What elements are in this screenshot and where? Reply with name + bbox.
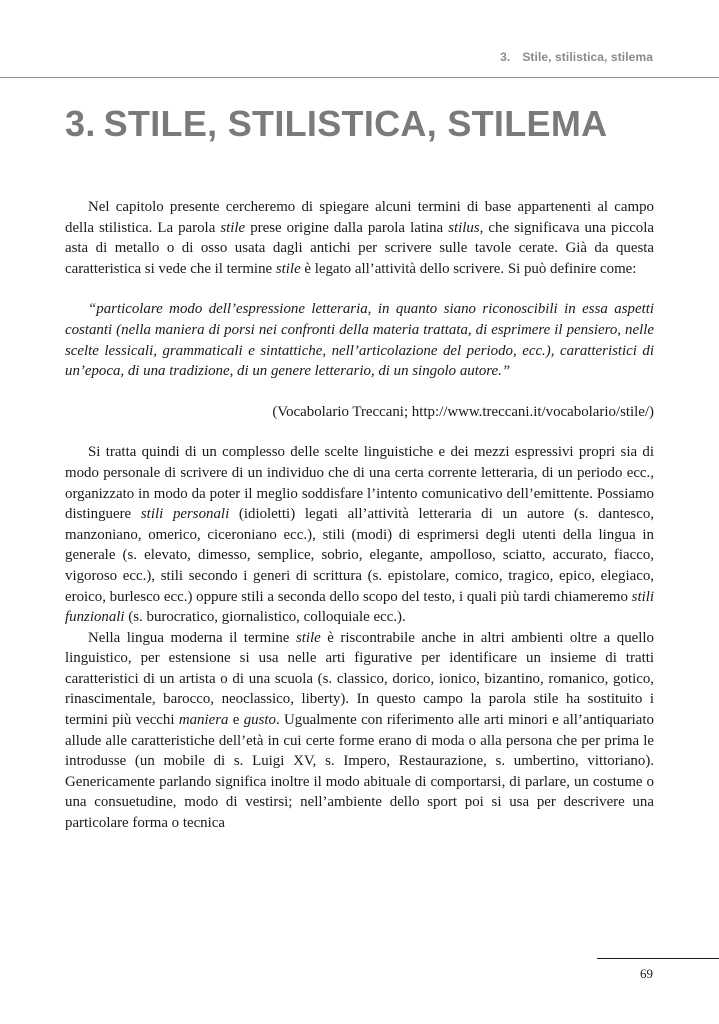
text-run: è riscontrabile anche in altri ambienti oltre a quello linguistico, per estensione si usa nelle arti figurative per identificare un insieme di tratti caratteristici di un artista o di una scuola (s. classico, dorico, ionico, bizantino, romanico, gotico, rinascimentale, barocco, neoclassico, liberty). In questo campo la parola stile ha sostituito i termini più vecchi xyxy=(65,629,654,729)
text-run: Si tratta quindi di un complesso delle scelte linguistiche e dei mezzi espressivi propri sia di modo personale di scrivere di un individuo che di una certa corrente letteraria, di un periodo ecc., organizzato in modo da poter il meglio soddisfare l’intento comunicativo dell’emittente. Possiamo distinguere xyxy=(65,444,654,523)
chapter-number: 3. xyxy=(65,103,96,144)
chapter-title-text: STILE, STILISTICA, STILEMA xyxy=(103,103,608,144)
text-run: (s. burocratico, giornalistico, colloquiale ecc.). xyxy=(124,609,406,626)
text-run: è legato all’attività dello scrivere. Si può definire come: xyxy=(300,260,637,277)
term-stile: stile xyxy=(220,219,246,236)
term-maniera: maniera xyxy=(178,712,229,729)
text-run: e xyxy=(228,712,244,729)
text-run: . Ugualmente con riferimento alle arti minori e all’antiquariato allude alle caratteristiche dell’età in cui certe forme erano di moda o alla persona che per prima le introdusse (un mobile di s. Luigi XV, s. Impero, Restaurazione, s. umbertino, vittoriano). Genericamente parlando significa inoltre il modo abituale di comportarsi, di parlare, un costume o una consuetudine, modo di vestirsi; nell’ambiente dello sport poi si usa per descrivere una particolare forma o tecnica xyxy=(65,712,654,832)
text-run: Nella lingua moderna il termine xyxy=(88,629,296,646)
paragraph-modern-usage xyxy=(65,628,654,834)
body-text xyxy=(65,197,654,834)
quote-citation: (Vocabolario Treccani; http://www.treccani.it/vocabolario/stile/) xyxy=(272,403,654,420)
header-divider xyxy=(0,77,719,78)
term-stili-personali: stili personali xyxy=(140,506,230,523)
chapter-title xyxy=(65,103,607,145)
text-run: , che significava una piccola asta di metallo o di osso usata dagli antichi per scrivere sulle tavole cerate. Già da questa caratteristica si vede che il termine xyxy=(65,219,654,277)
footer-divider xyxy=(597,958,719,959)
term-gusto: gusto xyxy=(243,712,276,729)
term-stili-funzionali: stili funzionali xyxy=(65,588,654,626)
text-run: Nel capitolo presente cercheremo di spiegare alcuni termini di base appartenenti al campo della stilistica. La parola xyxy=(65,199,654,236)
definition-quote: “particolare modo dell’espressione letteraria, in quanto siano riconoscibili in essa aspetti costanti (nella maniera di porsi nei confronti della materia trattata, di esprimere il pensiero, nelle scelte lessicali, grammaticali e sintattiche, nell’articolazione del periodo, ecc.), caratteristici di un’epoca, di una tradizione, di un genere letterario, di un singolo autore.” xyxy=(65,301,654,380)
term-stile: stile xyxy=(295,629,321,646)
text-run: prese origine dalla parola latina xyxy=(245,219,449,236)
paragraph-styles xyxy=(65,442,654,627)
running-head xyxy=(500,50,653,64)
term-stile: stile xyxy=(275,260,301,277)
text-run: (idioletti) legati all’attività letteraria di un autore (s. dantesco, manzoniano, omerico, ciceroniano ecc.), stili (modi) di esprimersi degli utenti della lingua in generale (s. elevato, dimesso, semplice, sobrio, elegante, ampolloso, sciatto, accurato, fiacco, vigoroso ecc.), stili secondo i generi di scrittura (s. epistolare, comico, tragico, epico, elegiaco, eroico, burlesco ecc.) oppure stili a seconda dello scopo del testo, i quali più tardi chiameremo xyxy=(65,506,654,605)
term-stilus: stilus xyxy=(448,219,480,236)
paragraph-intro xyxy=(65,197,654,279)
running-head-title: Stile, stilistica, stilema xyxy=(522,50,653,64)
running-head-number: 3. xyxy=(500,50,511,64)
page-number: 69 xyxy=(640,966,653,981)
